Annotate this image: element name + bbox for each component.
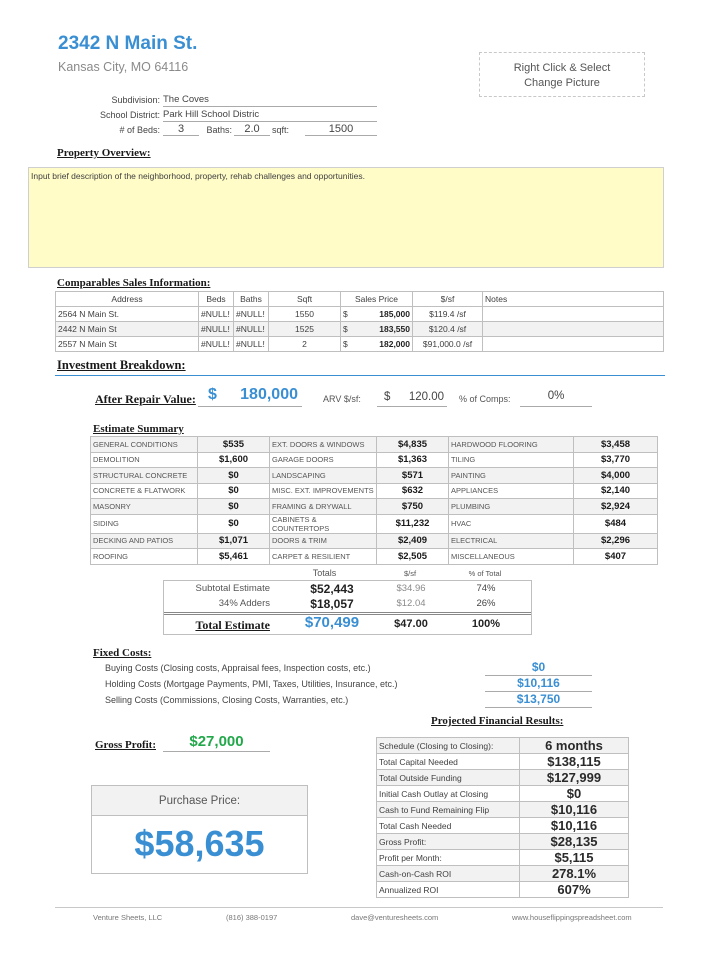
result-value: 278.1% (520, 866, 629, 882)
projected-results-table (376, 737, 629, 898)
comp-beds: #NULL! (199, 322, 234, 337)
estimate-row (91, 499, 658, 515)
sqft-field[interactable]: 1500 (305, 123, 377, 136)
psf-col-header: $/sf (403, 569, 417, 578)
property-location: Kansas City, MO 64116 (58, 60, 189, 74)
estimate-label: ROOFING (91, 549, 198, 565)
subdivision-label: Subdivision: (111, 95, 160, 105)
comp-baths: #NULL! (234, 322, 269, 337)
baths-label: Baths: (206, 125, 232, 135)
comp-address[interactable]: 2442 N Main St (56, 322, 199, 337)
purchase-price-box (91, 785, 308, 874)
result-label: Total Cash Needed (377, 818, 520, 834)
comp-address[interactable]: 2557 N Main St (56, 337, 199, 352)
estimate-label: EXT. DOORS & WINDOWS (270, 437, 377, 453)
estimate-label: MASONRY (91, 499, 198, 515)
beds-field[interactable]: 3 (163, 123, 199, 136)
result-label: Schedule (Closing to Closing): (377, 738, 520, 754)
result-label: Annualized ROI (377, 882, 520, 898)
result-value: $127,999 (520, 770, 629, 786)
estimate-value: $750 (377, 499, 449, 515)
pct-comps-field: 0% (520, 390, 592, 407)
gross-profit-label: Gross Profit: (95, 739, 156, 751)
estimate-value: $0 (198, 499, 270, 515)
estimate-value: $2,296 (574, 533, 658, 549)
adders-pct: 26% (476, 598, 496, 609)
comp-baths: #NULL! (234, 307, 269, 322)
comp-beds: #NULL! (199, 307, 234, 322)
picture-placeholder[interactable] (479, 52, 645, 97)
comp-sqft[interactable]: 2 (269, 337, 341, 352)
estimate-value: $2,924 (574, 499, 658, 515)
purchase-price-label: Purchase Price: (92, 786, 307, 816)
footer-company: Venture Sheets, LLC (93, 913, 163, 922)
result-row (377, 866, 629, 882)
comparables-header-row (56, 292, 664, 307)
section-divider (55, 375, 665, 376)
estimate-label: FRAMING & DRYWALL (270, 499, 377, 515)
result-value: $138,115 (520, 754, 629, 770)
estimate-value: $0 (198, 483, 270, 499)
comp-notes[interactable] (483, 307, 664, 322)
arv-psf-field (377, 390, 447, 407)
estimate-summary-heading: Estimate Summary (93, 423, 184, 435)
comp-price[interactable] (341, 307, 413, 322)
school-district-label: School District: (99, 110, 160, 120)
estimate-value: $407 (574, 549, 658, 565)
estimate-value: $4,835 (377, 437, 449, 453)
property-overview-textarea[interactable]: Input brief description of the neighborhood, property, rehab challenges and opportunities. (28, 167, 664, 268)
school-district-field[interactable]: Park Hill School Distric (163, 109, 377, 122)
col-beds: Beds (199, 292, 234, 307)
col-baths: Baths (234, 292, 269, 307)
subtotal-label: Subtotal Estimate (195, 583, 270, 594)
comp-currency: $ (343, 309, 348, 319)
result-value: $5,115 (520, 850, 629, 866)
subtotal-psf: $34.96 (396, 583, 426, 594)
footer-website[interactable]: www.houseflippingspreadsheet.com (512, 913, 632, 922)
estimate-label: TILING (449, 452, 574, 468)
estimate-label: LANDSCAPING (270, 468, 377, 484)
adders-label: 34% Adders (218, 598, 270, 609)
comp-psf: $91,000.0 /sf (413, 337, 483, 352)
comp-notes[interactable] (483, 322, 664, 337)
result-row (377, 818, 629, 834)
footer-email[interactable]: dave@venturesheets.com (351, 913, 439, 922)
comp-sqft[interactable]: 1550 (269, 307, 341, 322)
arv-field[interactable] (198, 385, 302, 407)
arv-label: After Repair Value: (95, 392, 196, 406)
col-sqft: Sqft (269, 292, 341, 307)
comp-baths: #NULL! (234, 337, 269, 352)
col-notes: Notes (483, 292, 664, 307)
result-row (377, 882, 629, 898)
picture-placeholder-line2: Change Picture (524, 77, 600, 89)
result-value: $28,135 (520, 834, 629, 850)
result-label: Cash to Fund Remaining Flip (377, 802, 520, 818)
buying-costs-value: $0 (485, 660, 592, 676)
gross-profit-value: $27,000 (163, 733, 270, 752)
comparable-row (56, 307, 664, 322)
picture-placeholder-line1: Right Click & Select (513, 62, 611, 74)
estimate-value: $2,505 (377, 549, 449, 565)
estimate-label: STRUCTURAL CONCRETE (91, 468, 198, 484)
comparables-table (55, 291, 664, 352)
footer-phone: (816) 388-0197 (226, 913, 278, 922)
col-sales-price: Sales Price (341, 292, 413, 307)
comparable-row (56, 322, 664, 337)
comp-currency: $ (343, 339, 348, 349)
arv-currency: $ (208, 386, 217, 403)
comp-price[interactable] (341, 337, 413, 352)
comparables-heading: Comparables Sales Information: (57, 277, 211, 289)
sqft-label: sqft: (272, 125, 290, 135)
estimate-row (91, 483, 658, 499)
estimate-label: HARDWOOD FLOORING (449, 437, 574, 453)
estimate-row (91, 437, 658, 453)
col-address: Address (56, 292, 199, 307)
property-title: 2342 N Main St. (58, 33, 198, 54)
arv-value: 180,000 (240, 386, 298, 403)
estimate-value: $3,458 (574, 437, 658, 453)
estimate-label: GARAGE DOORS (270, 452, 377, 468)
estimate-label: PAINTING (449, 468, 574, 484)
estimate-value: $535 (198, 437, 270, 453)
estimate-label: CARPET & RESILIENT (270, 549, 377, 565)
result-label: Gross Profit: (377, 834, 520, 850)
result-row (377, 770, 629, 786)
estimate-value: $0 (198, 514, 270, 533)
fixed-costs-heading: Fixed Costs: (93, 647, 152, 659)
estimate-value: $571 (377, 468, 449, 484)
estimate-label: GENERAL CONDITIONS (91, 437, 198, 453)
col-psf: $/sf (413, 292, 483, 307)
result-value: $0 (520, 786, 629, 802)
result-row (377, 754, 629, 770)
total-psf: $47.00 (394, 618, 428, 630)
estimate-row (91, 452, 658, 468)
arv-psf-currency: $ (384, 391, 391, 403)
comp-address[interactable]: 2564 N Main St. (56, 307, 199, 322)
result-value: $10,116 (520, 818, 629, 834)
property-overview-heading: Property Overview: (57, 147, 151, 159)
estimate-value: $4,000 (574, 468, 658, 484)
comp-price-value: 183,550 (379, 324, 410, 334)
comp-price-value: 185,000 (379, 309, 410, 319)
baths-field[interactable]: 2.0 (234, 123, 270, 136)
buying-costs-label: Buying Costs (Closing costs, Appraisal fees, Inspection costs, etc.) (105, 663, 371, 673)
estimate-value: $3,770 (574, 452, 658, 468)
adders-value: $18,057 (310, 597, 354, 611)
estimate-label: DECKING AND PATIOS (91, 533, 198, 549)
comp-currency: $ (343, 324, 348, 334)
result-row (377, 850, 629, 866)
comp-price-value: 182,000 (379, 339, 410, 349)
estimate-label: HVAC (449, 514, 574, 533)
pct-comps-label: % of Comps: (459, 394, 511, 404)
arv-psf-label: ARV $/sf: (323, 394, 361, 404)
result-label: Initial Cash Outlay at Closing (377, 786, 520, 802)
comp-notes[interactable] (483, 337, 664, 352)
estimate-label: SIDING (91, 514, 198, 533)
result-row (377, 802, 629, 818)
estimate-value: $632 (377, 483, 449, 499)
estimate-value: $2,409 (377, 533, 449, 549)
estimate-value: $1,071 (198, 533, 270, 549)
estimate-value: $484 (574, 514, 658, 533)
projected-results-heading: Projected Financial Results: (431, 715, 564, 727)
estimate-value: $1,363 (377, 452, 449, 468)
total-estimate-label: Total Estimate (195, 618, 270, 632)
estimate-row (91, 533, 658, 549)
estimate-value: $0 (198, 468, 270, 484)
estimate-label: ELECTRICAL (449, 533, 574, 549)
result-value: 607% (520, 882, 629, 898)
estimate-row (91, 468, 658, 484)
estimate-label: CABINETS & COUNTERTOPS (270, 514, 377, 533)
estimate-row (91, 514, 658, 533)
estimate-row (91, 549, 658, 565)
estimate-summary-table (90, 436, 658, 565)
comp-psf: $119.4 /sf (413, 307, 483, 322)
estimate-label: MISC. EXT. IMPROVEMENTS (270, 483, 377, 499)
result-label: Cash-on-Cash ROI (377, 866, 520, 882)
comp-sqft[interactable]: 1525 (269, 322, 341, 337)
adders-psf: $12.04 (396, 598, 426, 609)
total-estimate-value: $70,499 (304, 614, 360, 631)
pct-total-col-header: % of Total (468, 569, 502, 578)
result-row (377, 834, 629, 850)
estimate-label: PLUMBING (449, 499, 574, 515)
result-row (377, 786, 629, 802)
footer (55, 907, 663, 921)
estimate-value: $2,140 (574, 483, 658, 499)
estimate-label: MISCELLANEOUS (449, 549, 574, 565)
selling-costs-value: $13,750 (485, 692, 592, 708)
result-row (377, 738, 629, 754)
subtotal-pct: 74% (476, 583, 496, 594)
investment-breakdown-heading: Investment Breakdown: (57, 358, 186, 372)
subdivision-field[interactable]: The Coves (163, 94, 377, 107)
comparable-row (56, 337, 664, 352)
result-label: Profit per Month: (377, 850, 520, 866)
selling-costs-label: Selling Costs (Commissions, Closing Costs, Warranties, etc.) (105, 695, 349, 705)
estimate-value: $11,232 (377, 514, 449, 533)
holding-costs-label: Holding Costs (Mortgage Payments, PMI, Taxes, Utilities, Insurance, etc.) (105, 679, 398, 689)
comp-price[interactable] (341, 322, 413, 337)
estimate-value: $1,600 (198, 452, 270, 468)
estimate-label: DEMOLITION (91, 452, 198, 468)
estimate-label: APPLIANCES (449, 483, 574, 499)
estimate-value: $5,461 (198, 549, 270, 565)
result-value: 6 months (520, 738, 629, 754)
holding-costs-value: $10,116 (485, 676, 592, 692)
purchase-price-value: $58,635 (134, 823, 265, 864)
result-value: $10,116 (520, 802, 629, 818)
total-pct: 100% (471, 618, 501, 630)
totals-col-header: Totals (312, 568, 337, 578)
beds-label: # of Beds: (119, 125, 160, 135)
subtotal-value: $52,443 (310, 582, 354, 596)
arv-psf-value: 120.00 (408, 391, 444, 403)
comp-psf: $120.4 /sf (413, 322, 483, 337)
totals-box (163, 580, 532, 635)
result-label: Total Capital Needed (377, 754, 520, 770)
result-label: Total Outside Funding (377, 770, 520, 786)
comp-beds: #NULL! (199, 337, 234, 352)
estimate-label: CONCRETE & FLATWORK (91, 483, 198, 499)
estimate-label: DOORS & TRIM (270, 533, 377, 549)
